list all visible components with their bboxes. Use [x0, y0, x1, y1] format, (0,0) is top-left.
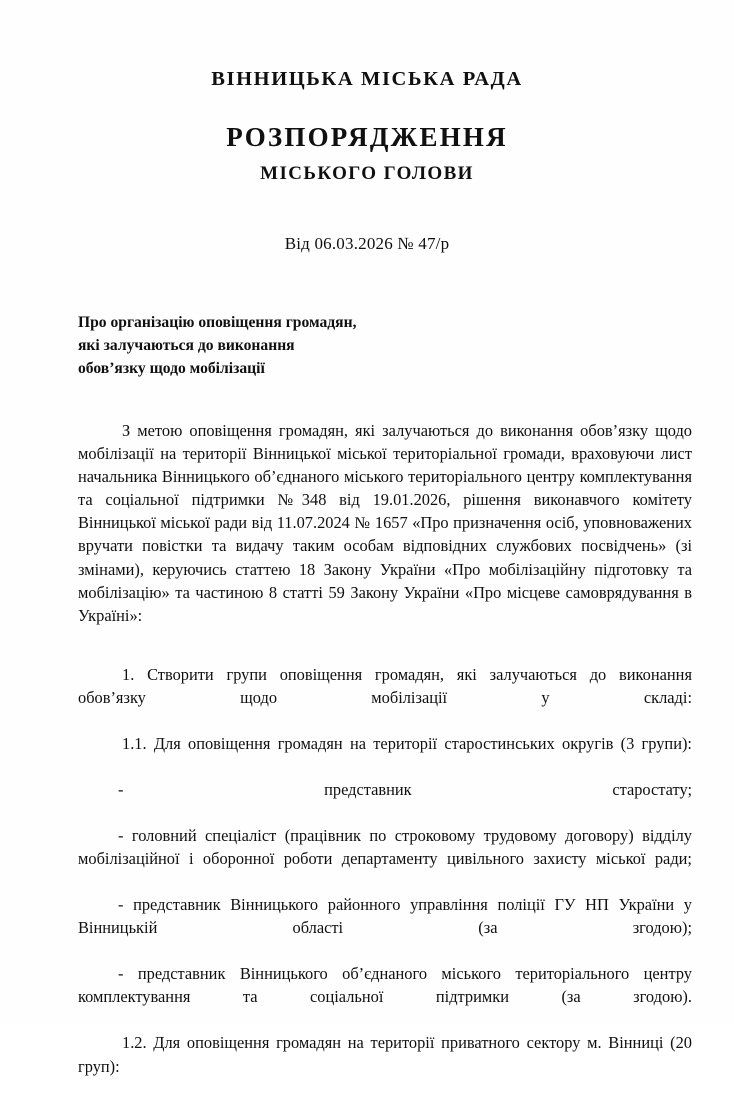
subject-line-1: Про організацію оповіщення громадян, — [78, 314, 357, 332]
document-reference-line: Від 06.03.2026 № 47/р — [284, 234, 450, 254]
document-header — [40, 0, 694, 254]
clause-1-1-bullet-4: - представник Вінницького об’єднаного міського територіального центру комплектування та соціальної підтримки (за згодою). — [78, 964, 692, 1007]
clause-1-1: 1.1. Для оповіщення громадян на території старостинських округів (3 групи): — [122, 733, 692, 753]
clause-1-1-bullet-2: - головний спеціаліст (працівник по строковому трудовому договору) відділу мобілізаційної і оборонної роботи департаменту цивільного захисту міської ради; — [78, 826, 692, 869]
subject-line-3: обов’язку щодо мобілізації — [78, 360, 265, 378]
clause-1-1-bullet-1: - представник старостату; — [118, 779, 692, 799]
preamble-paragraph: З метою оповіщення громадян, які залучаються до виконання обов’язку щодо мобілізації на території Вінницької міської територіальної громади, враховуючи лист начальника Вінницького об’єднаного міського територіального центру комплектування та соціальної підтримки №348 від 19.01.2026, рішення виконавчого комітету Вінницької міської ради від 11.07.2024 № 1657 «Про призначення осіб, уповноважених вручати повістки та видачу таким особам відповідних службових посвідчень» (зі змінами), керуючись статтею 18 Закону України «Про мобілізаційну підготовку та мобілізацію» та частиною 8 статті 59 Закону України «Про місцеве самоврядування в Україні»: — [78, 421, 692, 625]
document-subtype-title: МІСЬКОГО ГОЛОВИ — [260, 163, 474, 185]
organization-title: ВІННИЦЬКА МІСЬКА РАДА — [211, 68, 523, 90]
clause-1: 1. Створити групи оповіщення громадян, які залучаються до виконання обов’язку щодо мобілізації у складі: — [78, 664, 692, 707]
subject-line-2: які залучаються до виконання — [78, 337, 295, 355]
clause-1-1-bullet-3: - представник Вінницького районного управління поліції ГУ НП України у Вінницькій області (за згодою); — [78, 895, 692, 938]
document-body — [40, 419, 694, 1100]
document-subject-block — [40, 312, 694, 381]
document-type-title: РОЗПОРЯДЖЕННЯ — [226, 121, 508, 152]
clause-1-2: 1.2. Для оповіщення громадян на території приватного сектору м. Вінниці (20 груп): — [78, 1033, 692, 1076]
